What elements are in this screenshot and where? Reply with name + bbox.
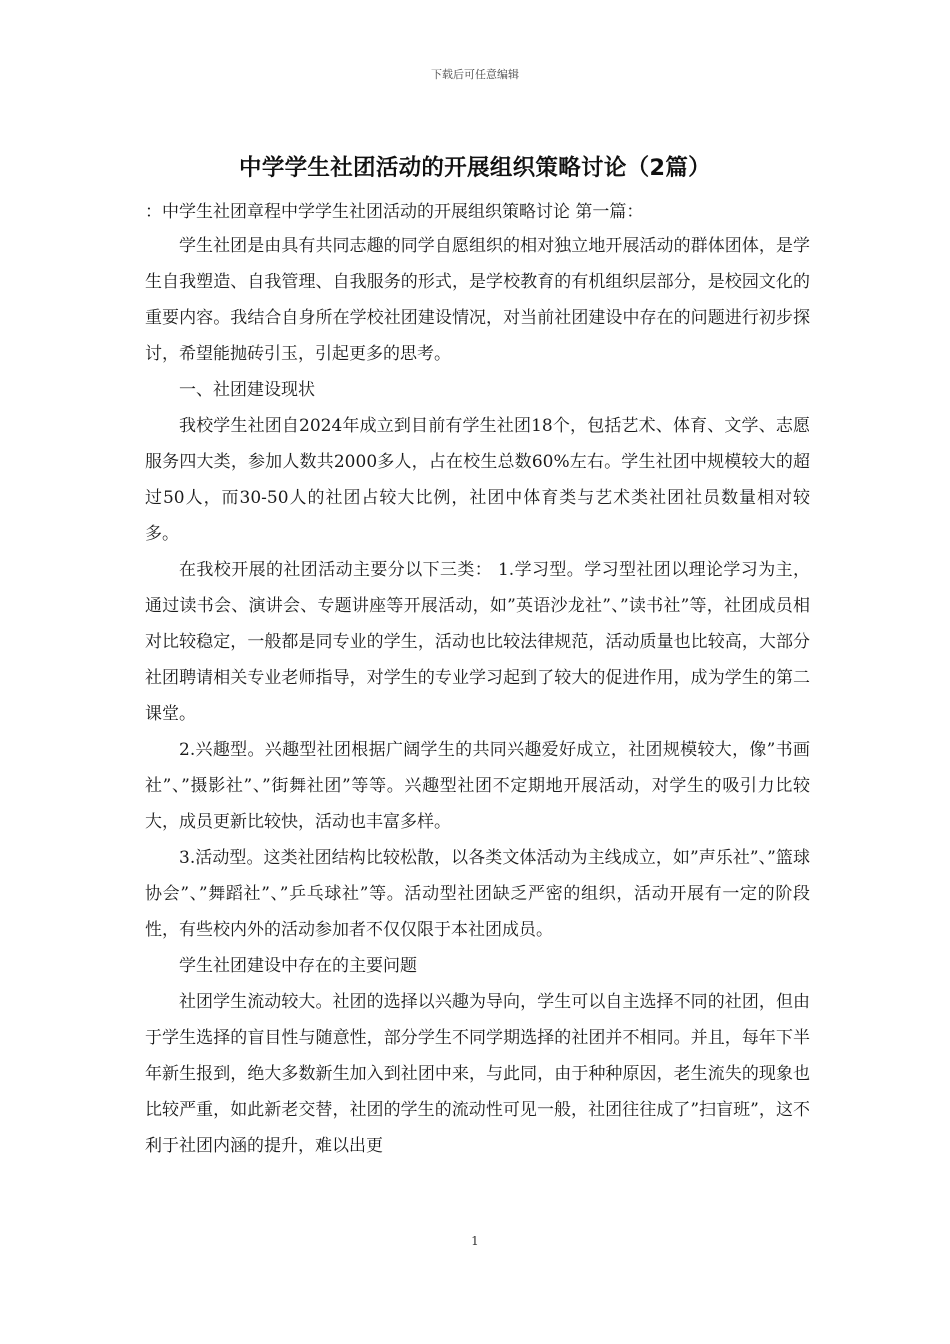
document-body	[145, 196, 810, 1164]
paragraph-intro: 学生社团是由具有共同志趣的同学自愿组织的相对独立地开展活动的群体团体，是学生自我塑造、自我管理、自我服务的形式，是学校教育的有机组织层部分，是校园文化的重要内容。我结合自身所在学校社团建设情况，对当前社团建设中存在的问题进行初步探讨，希望能抛砖引玉，引起更多的思考。	[145, 236, 810, 364]
paragraph-type-study: 在我校开展的社团活动主要分以下三类： 1.学习型。学习型社团以理论学习为主，通过读书会、演讲会、专题讲座等开展活动，如”英语沙龙社”、”读书社”等，社团成员相对比较稳定，一般都是同专业的学生，活动也比较法律规范，活动质量也比较高，大部分社团聘请相关专业老师指导，对学生的专业学习起到了较大的促进作用，成为学生的第二课堂。	[145, 560, 810, 724]
header-note: 下载后可任意编辑	[431, 68, 519, 81]
paragraph-status: 我校学生社团自2024年成立到目前有学生社团18个，包括艺术、体育、文学、志愿服务四大类，参加人数共2000多人，占在校生总数60%左右。学生社团中规模较大的超过50人，而30-50人的社团占较大比例，社团中体育类与艺术类社团社员数量相对较多。	[145, 416, 810, 544]
page-number: 1	[471, 1234, 479, 1248]
paragraph-type-interest: 2.兴趣型。兴趣型社团根据广阔学生的共同兴趣爱好成立，社团规模较大，像”书画社”、”摄影社”、”街舞社团”等等。兴趣型社团不定期地开展活动，对学生的吸引力比较大，成员更新比较快，活动也丰富多样。	[145, 740, 810, 832]
paragraph-type-activity: 3.活动型。这类社团结构比较松散，以各类文体活动为主线成立，如”声乐社”、”篮球协会”、”舞蹈社”、”乒乓球社”等。活动型社团缺乏严密的组织，活动开展有一定的阶段性，有些校内外的活动参加者不仅仅限于本社团成员。	[145, 848, 810, 940]
section-heading-problems: 学生社团建设中存在的主要问题	[179, 956, 417, 976]
document-subtitle: ：中学生社团章程中学学生社团活动的开展组织策略讨论 第一篇：	[145, 202, 644, 222]
section-heading-status: 一、社团建设现状	[179, 380, 315, 400]
document-title: 中学学生社团活动的开展组织策略讨论（2篇）	[239, 155, 711, 181]
paragraph-problem-mobility: 社团学生流动较大。社团的选择以兴趣为导向，学生可以自主选择不同的社团，但由于学生选择的盲目性与随意性，部分学生不同学期选择的社团并不相同。并且，每年下半年新生报到，绝大多数新生加入到社团中来，与此同，由于种种原因，老生流失的现象也比较严重，如此新老交替，社团的学生的流动性可见一般，社团往往成了”扫盲班”，这不利于社团内涵的提升，难以出更	[145, 992, 810, 1156]
